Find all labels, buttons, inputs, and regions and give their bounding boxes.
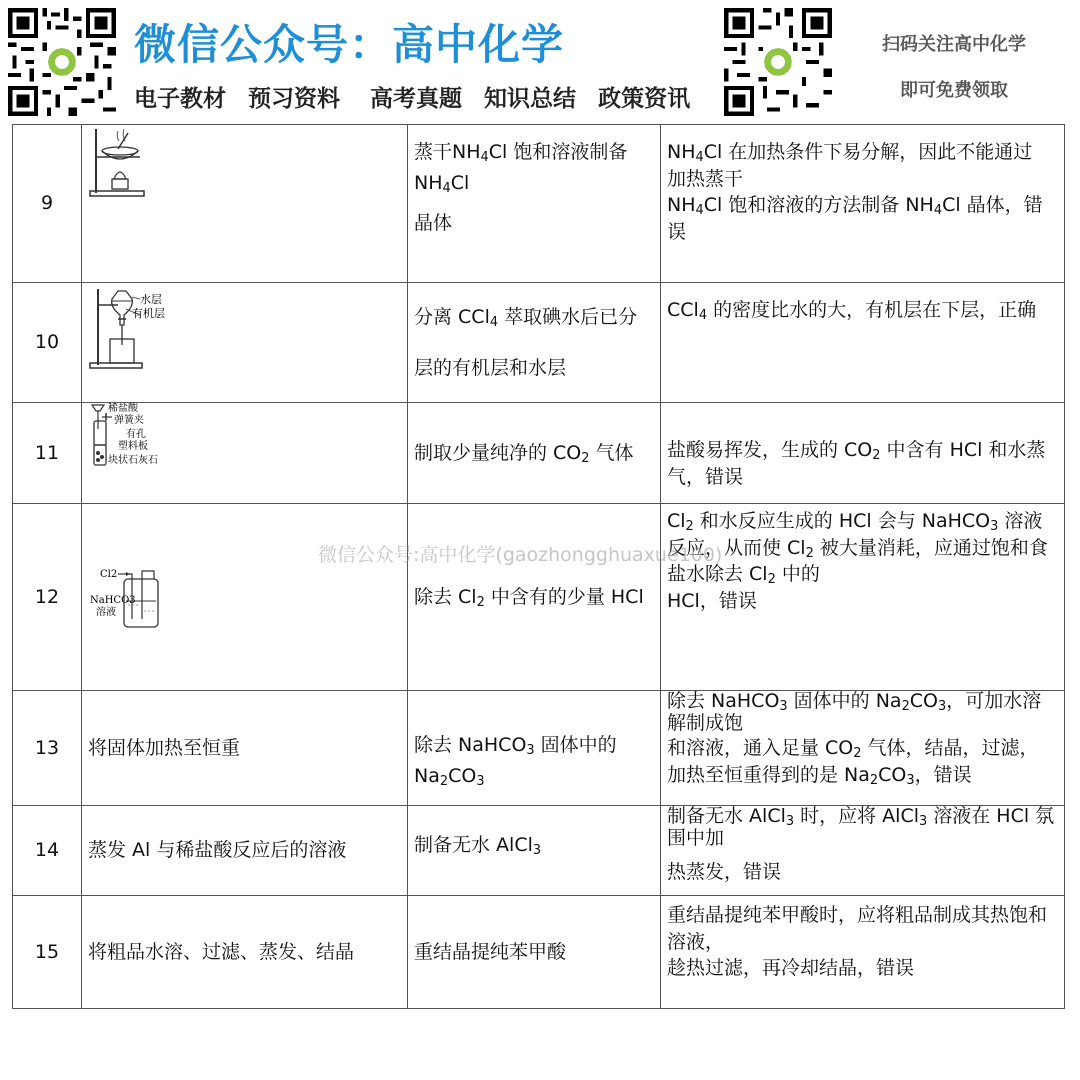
evaluation-line: 热蒸发，错误 [667, 860, 782, 883]
gas-washing-bottle-diagram [88, 565, 178, 629]
watermark-text: 微信公众号:高中化学(gaozhongghuaxue100) [318, 544, 723, 566]
goal-line: 晶体 [414, 212, 453, 235]
banner-subtitle [134, 80, 704, 113]
evaluation-line: $NH_4Cl$ 在加热条件下易分解，因此不能通过 [667, 141, 1033, 166]
subtitle-item-policy: 政策资讯 [598, 86, 691, 112]
goal-cell: 重结晶提纯苯甲酸 [408, 896, 661, 1009]
goal-cell [408, 403, 661, 504]
evaluation-line: CCl$_4$ 的密度比水的大，有机层在下层，正确 [667, 299, 1037, 324]
evaluation-cell [661, 806, 1065, 896]
evaluation-line: HCl，错误 [667, 589, 757, 612]
diagram-label: 有机层 [132, 307, 165, 320]
row-number: 14 [13, 806, 82, 896]
evaluation-cell [661, 896, 1065, 1009]
diagram-label: 溶液 [96, 607, 116, 618]
goal-line: 层的有机层和水层 [414, 356, 567, 379]
evaluation-line: 除去 NaHCO$_3$ 固体中的 $Na_2CO_3$，可加水溶解制成饱 [667, 690, 1042, 734]
evaluation-cell [661, 125, 1065, 283]
subtitle-item-summary: 知识总结 [484, 86, 577, 112]
goal-cell [408, 125, 661, 283]
operation-cell [82, 283, 408, 403]
separatory-funnel-diagram [88, 285, 178, 369]
evaluation-line: $Cl_2$ 和水反应生成的 HCl 会与 NaHCO$_3$ 溶液 [667, 510, 1043, 535]
goal-line: 分离 CCl$_4$ 萃取碘水后已分 [414, 305, 638, 331]
banner-title: 微信公众号：高中化学 [134, 20, 565, 69]
evaluation-line: 盐水除去 $Cl_2$ 中的 [667, 563, 820, 588]
qr-caption-free: 即可免费领取 [900, 80, 1008, 101]
diagram-label: 弹簧夹 [114, 415, 144, 426]
diagram-label: 块状石灰石 [108, 455, 158, 466]
goal-line: $Na_2CO_3$ [414, 765, 485, 790]
evaluation-line: 加热蒸干 [667, 167, 744, 190]
goal-cell [408, 283, 661, 403]
evaluation-line: 重结晶提纯苯甲酸时，应将粗品制成其热饱和 [667, 904, 1048, 926]
evaluation-line: 趁热过滤，再冷却结晶，错误 [667, 957, 915, 980]
row-number: 11 [13, 403, 82, 504]
evaluation-cell [661, 691, 1065, 806]
row-number: 13 [13, 691, 82, 806]
operation-cell [82, 504, 408, 691]
evaluation-line: 制备无水 AlCl$_3$ 时，应将 AlCl$_3$ 溶液在 HCl 氛围中加 [667, 805, 1055, 849]
experiment-table [12, 124, 1065, 1009]
evaluation-line: 反应，从而使 $Cl_2$ 被大量消耗，应通过饱和食 [667, 536, 1048, 561]
operation-cell: 将固体加热至恒重 [82, 691, 408, 806]
table-row [13, 806, 1065, 896]
row-number: 15 [13, 896, 82, 1009]
qr-code-right[interactable] [724, 8, 832, 116]
qr-caption-follow: 扫码关注高中化学 [882, 34, 1026, 55]
evaluation-line: $NH_4Cl$ 饱和溶液的方法制备 $NH_4Cl$ 晶体，错 [667, 194, 1043, 219]
operation-cell: 蒸发 Al 与稀盐酸反应后的溶液 [82, 806, 408, 896]
subtitle-item-preview: 预习资料 [248, 86, 341, 112]
goal-cell [408, 806, 661, 896]
goal-line: 除去 $Cl_2$ 中含有的少量 HCl [414, 585, 644, 610]
goal-cell [408, 691, 661, 806]
table-row [13, 691, 1065, 806]
diagram-label: NaHCO3 [90, 595, 136, 606]
diagram-label: 水层 [140, 293, 162, 306]
evaluation-cell [661, 283, 1065, 403]
operation-cell [82, 403, 408, 504]
diagram-label: Cl2 [100, 569, 118, 580]
row-number: 9 [13, 125, 82, 283]
gas-generator-diagram [88, 403, 178, 469]
diagram-label: 塑料板 [118, 441, 148, 452]
goal-line: 蒸干$NH_4Cl$ 饱和溶液制备 [414, 141, 628, 166]
evaluation-line: 气，错误 [667, 465, 744, 488]
operation-cell: 将粗品水溶、过滤、蒸发、结晶 [82, 896, 408, 1009]
table-row [13, 896, 1065, 1009]
header-banner [0, 0, 1080, 124]
goal-line: 制取少量纯净的 $CO_2$ 气体 [414, 441, 634, 466]
evaporation-apparatus-diagram [88, 127, 148, 199]
operation-cell [82, 125, 408, 283]
subtitle-item-textbook: 电子教材 [134, 86, 226, 112]
qr-code-left[interactable] [8, 8, 116, 116]
evaluation-cell [661, 403, 1065, 504]
subtitle-item-exams: 高考真题 [370, 86, 463, 112]
goal-cell [408, 504, 661, 691]
row-number: 10 [13, 283, 82, 403]
row-number: 12 [13, 504, 82, 691]
evaluation-cell [661, 504, 1065, 691]
goal-line: 制备无水 AlCl$_3$ [414, 834, 542, 859]
goal-line: 除去 NaHCO$_3$ 固体中的 [414, 734, 617, 759]
evaluation-line: 误 [667, 220, 687, 243]
table-row [13, 403, 1065, 504]
evaluation-line: 盐酸易挥发，生成的 $CO_2$ 中含有 HCl 和水蒸 [667, 439, 1046, 464]
evaluation-line: 和溶液，通入足量 $CO_2$ 气体，结晶，过滤， [667, 736, 1039, 761]
table-row [13, 283, 1065, 403]
evaluation-line: 溶液， [667, 930, 725, 953]
diagram-label: 有孔 [126, 429, 146, 440]
evaluation-line: 加热至恒重得到的是 $Na_2CO_3$，错误 [667, 764, 972, 789]
table-row [13, 125, 1065, 283]
table-row [13, 504, 1065, 691]
diagram-label: 稀盐酸 [108, 403, 138, 414]
goal-line: $NH_4Cl$ [414, 171, 470, 196]
